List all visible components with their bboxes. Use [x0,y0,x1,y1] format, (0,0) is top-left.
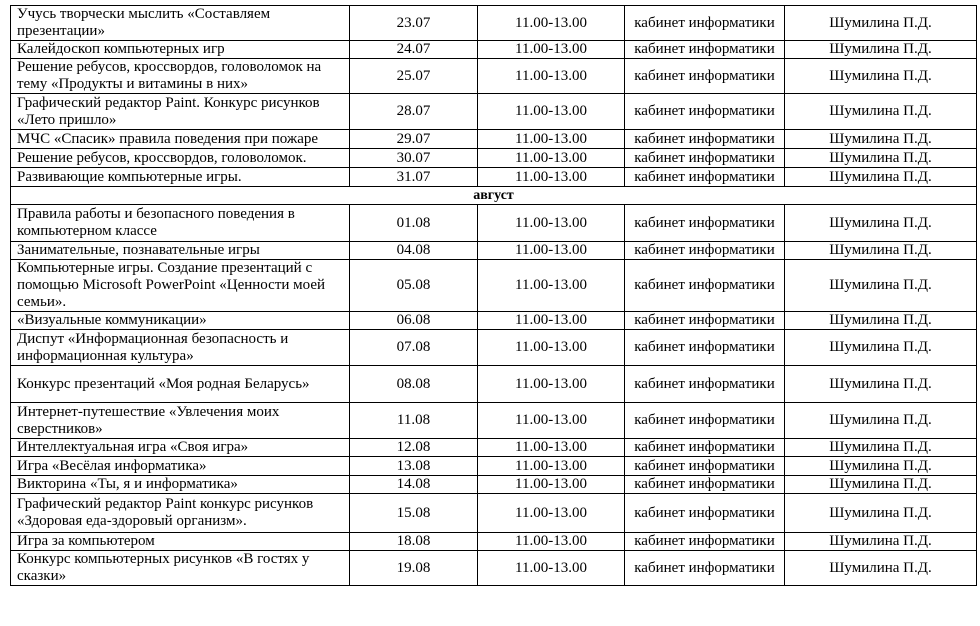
table-row [11,403,977,439]
event-responsible: Шумилина П.Д. [785,533,977,551]
event-time: 11.00-13.00 [478,260,625,312]
table-row [11,260,977,312]
event-place: кабинет информатики [625,457,785,476]
event-date: 12.08 [350,439,478,457]
event-name: Игра «Весёлая информатика» [11,457,350,476]
event-name: «Визуальные коммуникации» [11,312,350,330]
event-date: 13.08 [350,457,478,476]
event-date: 24.07 [350,41,478,59]
table-row [11,439,977,457]
event-date: 11.08 [350,403,478,439]
event-time: 11.00-13.00 [478,59,625,94]
table-row [11,366,977,403]
event-responsible: Шумилина П.Д. [785,312,977,330]
table-row [11,168,977,187]
event-responsible: Шумилина П.Д. [785,205,977,242]
event-responsible: Шумилина П.Д. [785,330,977,366]
event-place: кабинет информатики [625,6,785,41]
event-responsible: Шумилина П.Д. [785,94,977,130]
event-time: 11.00-13.00 [478,533,625,551]
month-header-row [11,187,977,205]
event-place: кабинет информатики [625,149,785,168]
event-date: 05.08 [350,260,478,312]
event-name: Игра за компьютером [11,533,350,551]
event-responsible: Шумилина П.Д. [785,551,977,586]
event-time: 11.00-13.00 [478,168,625,187]
event-place: кабинет информатики [625,330,785,366]
event-place: кабинет информатики [625,94,785,130]
month-label: август [11,187,977,205]
event-responsible: Шумилина П.Д. [785,403,977,439]
event-time: 11.00-13.00 [478,6,625,41]
event-name: Диспут «Информационная безопасность и информационная культура» [11,330,350,366]
event-date: 06.08 [350,312,478,330]
event-name: Графический редактор Paint. Конкурс рисунков «Лето пришло» [11,94,350,130]
event-time: 11.00-13.00 [478,403,625,439]
table-row [11,6,977,41]
event-place: кабинет информатики [625,439,785,457]
event-time: 11.00-13.00 [478,205,625,242]
event-name: Занимательные, познавательные игры [11,242,350,260]
event-time: 11.00-13.00 [478,457,625,476]
event-responsible: Шумилина П.Д. [785,476,977,494]
table-row [11,312,977,330]
table-row [11,551,977,586]
event-time: 11.00-13.00 [478,149,625,168]
schedule-body-july [11,6,977,187]
event-date: 07.08 [350,330,478,366]
event-place: кабинет информатики [625,168,785,187]
event-name: Учусь творчески мыслить «Составляем презентации» [11,6,350,41]
table-row [11,533,977,551]
event-date: 19.08 [350,551,478,586]
event-time: 11.00-13.00 [478,494,625,533]
event-place: кабинет информатики [625,205,785,242]
event-date: 25.07 [350,59,478,94]
event-responsible: Шумилина П.Д. [785,439,977,457]
event-place: кабинет информатики [625,551,785,586]
table-row [11,149,977,168]
event-place: кабинет информатики [625,312,785,330]
event-name: Калейдоскоп компьютерных игр [11,41,350,59]
table-row [11,205,977,242]
event-time: 11.00-13.00 [478,94,625,130]
event-date: 29.07 [350,130,478,149]
event-place: кабинет информатики [625,494,785,533]
event-responsible: Шумилина П.Д. [785,457,977,476]
event-time: 11.00-13.00 [478,41,625,59]
event-date: 01.08 [350,205,478,242]
event-responsible: Шумилина П.Д. [785,168,977,187]
event-place: кабинет информатики [625,366,785,403]
schedule-table [10,5,977,586]
event-place: кабинет информатики [625,41,785,59]
event-date: 31.07 [350,168,478,187]
table-row [11,94,977,130]
event-name: Решение ребусов, кроссвордов, головоломок. [11,149,350,168]
table-row [11,494,977,533]
event-time: 11.00-13.00 [478,130,625,149]
event-name: Интеллектуальная игра «Своя игра» [11,439,350,457]
event-responsible: Шумилина П.Д. [785,260,977,312]
table-row [11,242,977,260]
table-row [11,59,977,94]
event-date: 15.08 [350,494,478,533]
event-date: 08.08 [350,366,478,403]
table-row [11,41,977,59]
event-name: Решение ребусов, кроссвордов, головоломок на тему «Продукты и витамины в них» [11,59,350,94]
event-time: 11.00-13.00 [478,242,625,260]
event-place: кабинет информатики [625,242,785,260]
event-responsible: Шумилина П.Д. [785,494,977,533]
event-place: кабинет информатики [625,260,785,312]
event-name: Викторина «Ты, я и информатика» [11,476,350,494]
event-responsible: Шумилина П.Д. [785,59,977,94]
event-date: 28.07 [350,94,478,130]
event-date: 30.07 [350,149,478,168]
month-section [11,187,977,205]
event-place: кабинет информатики [625,403,785,439]
event-date: 04.08 [350,242,478,260]
event-place: кабинет информатики [625,130,785,149]
event-place: кабинет информатики [625,476,785,494]
event-time: 11.00-13.00 [478,366,625,403]
event-time: 11.00-13.00 [478,476,625,494]
table-row [11,130,977,149]
event-responsible: Шумилина П.Д. [785,130,977,149]
event-name: МЧС «Спасик» правила поведения при пожаре [11,130,350,149]
table-row [11,476,977,494]
event-responsible: Шумилина П.Д. [785,242,977,260]
event-responsible: Шумилина П.Д. [785,149,977,168]
event-name: Развивающие компьютерные игры. [11,168,350,187]
event-time: 11.00-13.00 [478,330,625,366]
event-name: Интернет-путешествие «Увлечения моих сверстников» [11,403,350,439]
event-time: 11.00-13.00 [478,439,625,457]
event-date: 23.07 [350,6,478,41]
event-place: кабинет информатики [625,59,785,94]
event-place: кабинет информатики [625,533,785,551]
event-time: 11.00-13.00 [478,312,625,330]
event-responsible: Шумилина П.Д. [785,366,977,403]
event-responsible: Шумилина П.Д. [785,6,977,41]
event-date: 14.08 [350,476,478,494]
event-name: Компьютерные игры. Создание презентаций с помощью Microsoft PowerPoint «Ценности моей семьи». [11,260,350,312]
event-date: 18.08 [350,533,478,551]
table-row [11,330,977,366]
schedule-body-august [11,205,977,586]
event-name: Конкурс презентаций «Моя родная Беларусь» [11,366,350,403]
event-responsible: Шумилина П.Д. [785,41,977,59]
event-name: Конкурс компьютерных рисунков «В гостях у сказки» [11,551,350,586]
event-name: Правила работы и безопасного поведения в компьютерном классе [11,205,350,242]
event-time: 11.00-13.00 [478,551,625,586]
event-name: Графический редактор Paint конкурс рисунков «Здоровая еда-здоровый организм». [11,494,350,533]
table-row [11,457,977,476]
